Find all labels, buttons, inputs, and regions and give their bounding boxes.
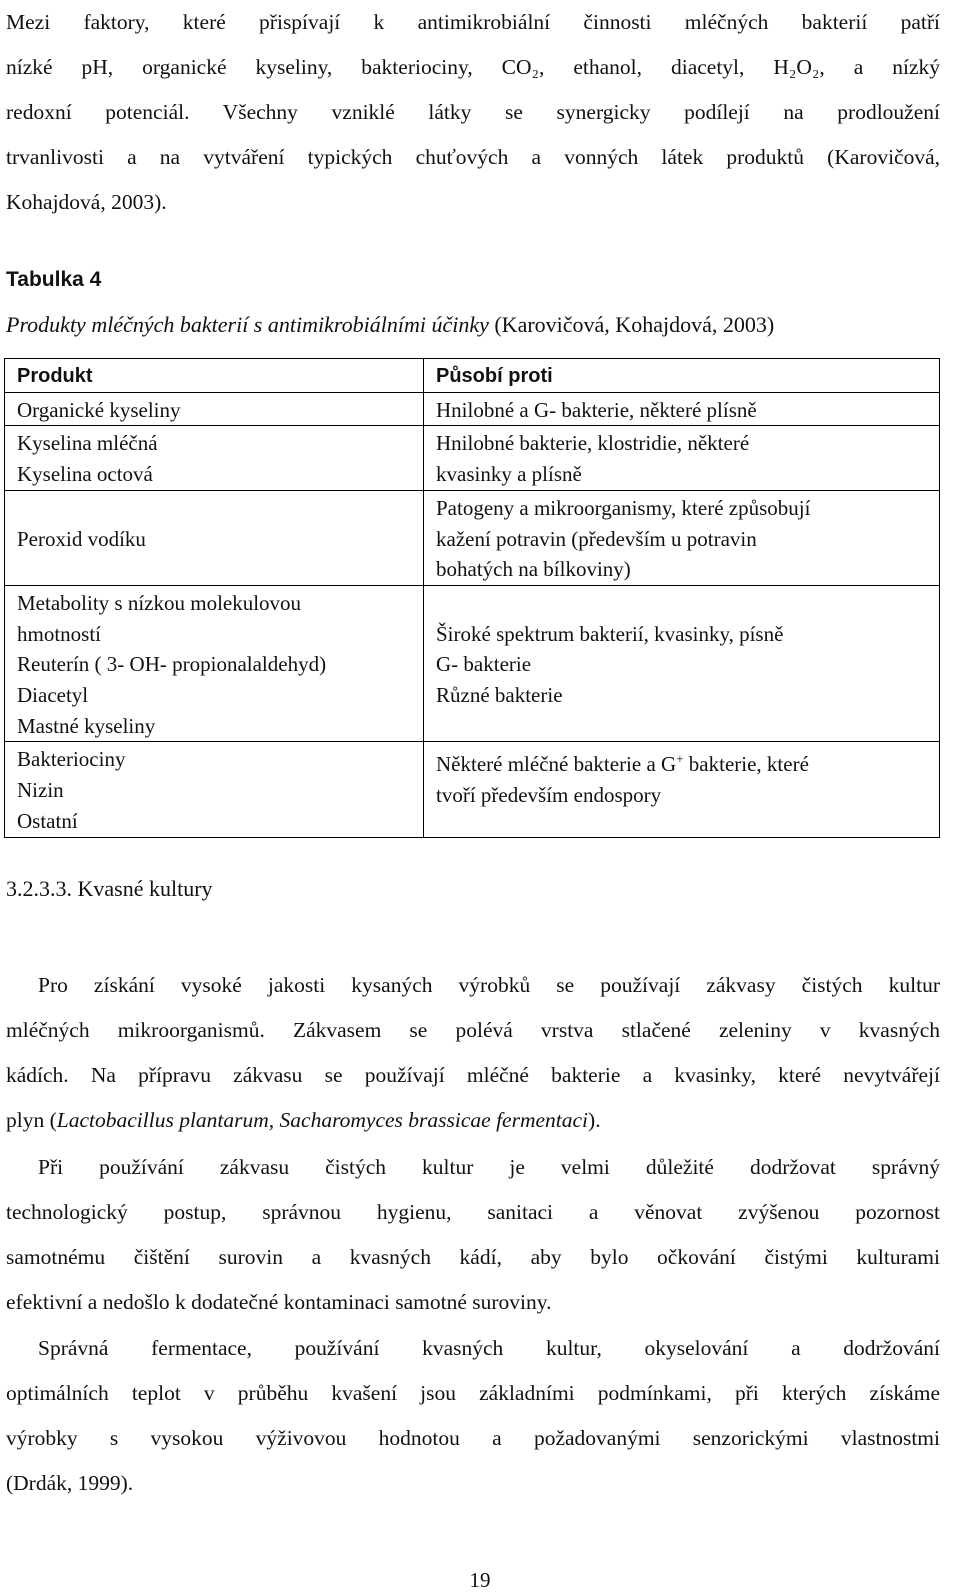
paragraph-line: výrobky s vysokou výživovou hodnotou a požadovanými senzorickými vlastnostmi [6,1426,940,1450]
body-paragraph [6,1145,940,1325]
paragraph-line: Správná fermentace, používání kvasných kultur, okyselování a dodržování [38,1336,940,1360]
product-line: Kyselina mléčná [17,431,158,456]
paragraph-line: optimálních teplot v průběhu kvašení jsou základními podmínkami, při kterých získáme [6,1381,940,1405]
species-names: Lactobacillus plantarum, Sacharomyces brassicae fermentaci [56,1108,589,1132]
effect-text: Některé mléčné bakterie a G [436,752,677,777]
paragraph-text: plyn ( [6,1108,57,1132]
intro-line: Mezi faktory, které přispívají k antimikrobiální činnosti mléčných bakterií patří [6,10,940,34]
effect-line: G- bakterie [436,652,532,677]
product-line: Kyselina octová [17,462,153,487]
section-heading: 3.2.3.3. Kvasné kultury [6,876,213,901]
effect-text: bakterie, které [683,752,809,777]
effect-cell [424,742,940,837]
paragraph-text: ). [588,1108,601,1132]
product-line: Nizin [17,778,64,803]
body-paragraph [6,1326,940,1506]
effect-cell [424,585,940,742]
table-label: Tabulka 4 [6,268,102,291]
effect-line: Různé bakterie [436,683,563,708]
paragraph-line: mléčných mikroorganismů. Zákvasem se polévá vrstva stlačené zeleniny v kvasných [6,1018,940,1042]
product-cell [5,585,424,742]
effect-cell [424,490,940,585]
product-cell [5,742,424,837]
header-effect: Působí proti [424,359,940,393]
effect-line: bohatých na bílkoviny) [436,557,631,582]
superscript-plus: + [676,751,684,767]
product-cell [5,392,424,426]
effect-line: Patogeny a mikroorganismy, které způsobují [436,495,811,520]
product-line: Mastné kyseliny [17,713,156,738]
product-line: Organické kyseliny [17,397,181,422]
intro-line: nízké pH, organické kyseliny, bakteriociny, CO₂, ethanol, diacetyl, H₂O₂, a nízký [6,55,940,79]
product-line: Bakteriociny [17,747,126,772]
effect-line: Hnilobné bakterie, klostridie, některé [436,431,750,456]
table-header-row [5,359,940,393]
paragraph-line [6,1098,940,1143]
product-line: hmotností [17,621,102,646]
product-cell [5,490,424,585]
products-table [4,358,940,838]
paragraph-line: samotnému čištění surovin a kvasných kádí, aby bylo očkování čistými kulturami [6,1245,940,1269]
paragraph-line: Pro získání vysoké jakosti kysaných výrobků se používají zákvasy čistých kultur [38,973,940,997]
intro-paragraph [6,0,940,225]
table-row [5,742,940,837]
effect-cell [424,426,940,490]
effect-line: Široké spektrum bakterií, kvasinky, písně [436,621,784,646]
table-caption-citation: (Karovičová, Kohajdová, 2003) [488,312,775,337]
table-row [5,585,940,742]
table-caption-title: Produkty mléčných bakterií s antimikrobiálními účinky [6,312,489,337]
product-line: Reuterín ( 3- OH- propionalaldehyd) [17,652,327,677]
header-product: Produkt [5,359,424,393]
paragraph-line: (Drdák, 1999). [6,1471,134,1495]
effect-line: kažení potravin (především u potravin [436,526,757,551]
effect-line [436,744,939,780]
table-caption [6,312,774,338]
product-cell [5,426,424,490]
paragraph-line: kádích. Na přípravu zákvasu se používají mléčné bakterie a kvasinky, které nevytvářejí [6,1063,940,1087]
table-row [5,392,940,426]
intro-line: redoxní potenciál. Všechny vzniklé látky se synergicky podílejí na prodloužení [6,100,940,124]
table-row [5,426,940,490]
intro-line: trvanlivosti a na vytváření typických chuťových a vonných látek produktů (Karovičová, [6,145,940,169]
effect-line: Hnilobné a G- bakterie, některé plísně [436,397,757,422]
product-line: Metabolity s nízkou molekulovou [17,590,302,615]
body-paragraph [6,963,940,1143]
paragraph-line: efektivní a nedošlo k dodatečné kontaminaci samotné suroviny. [6,1290,552,1314]
paragraph-line: Při používání zákvasu čistých kultur je velmi důležité dodržovat správný [38,1155,940,1179]
product-line: Diacetyl [17,683,89,708]
effect-line: tvoří především endospory [436,783,662,808]
paragraph-line: technologický postup, správnou hygienu, sanitaci a věnovat zvýšenou pozornost [6,1200,940,1224]
product-line: Peroxid vodíku [17,526,146,551]
page-number: 19 [469,1568,491,1592]
table-row [5,490,940,585]
effect-cell [424,392,940,426]
product-line: Ostatní [17,808,78,833]
intro-line: Kohajdová, 2003). [6,190,167,214]
effect-line: kvasinky a plísně [436,462,582,487]
